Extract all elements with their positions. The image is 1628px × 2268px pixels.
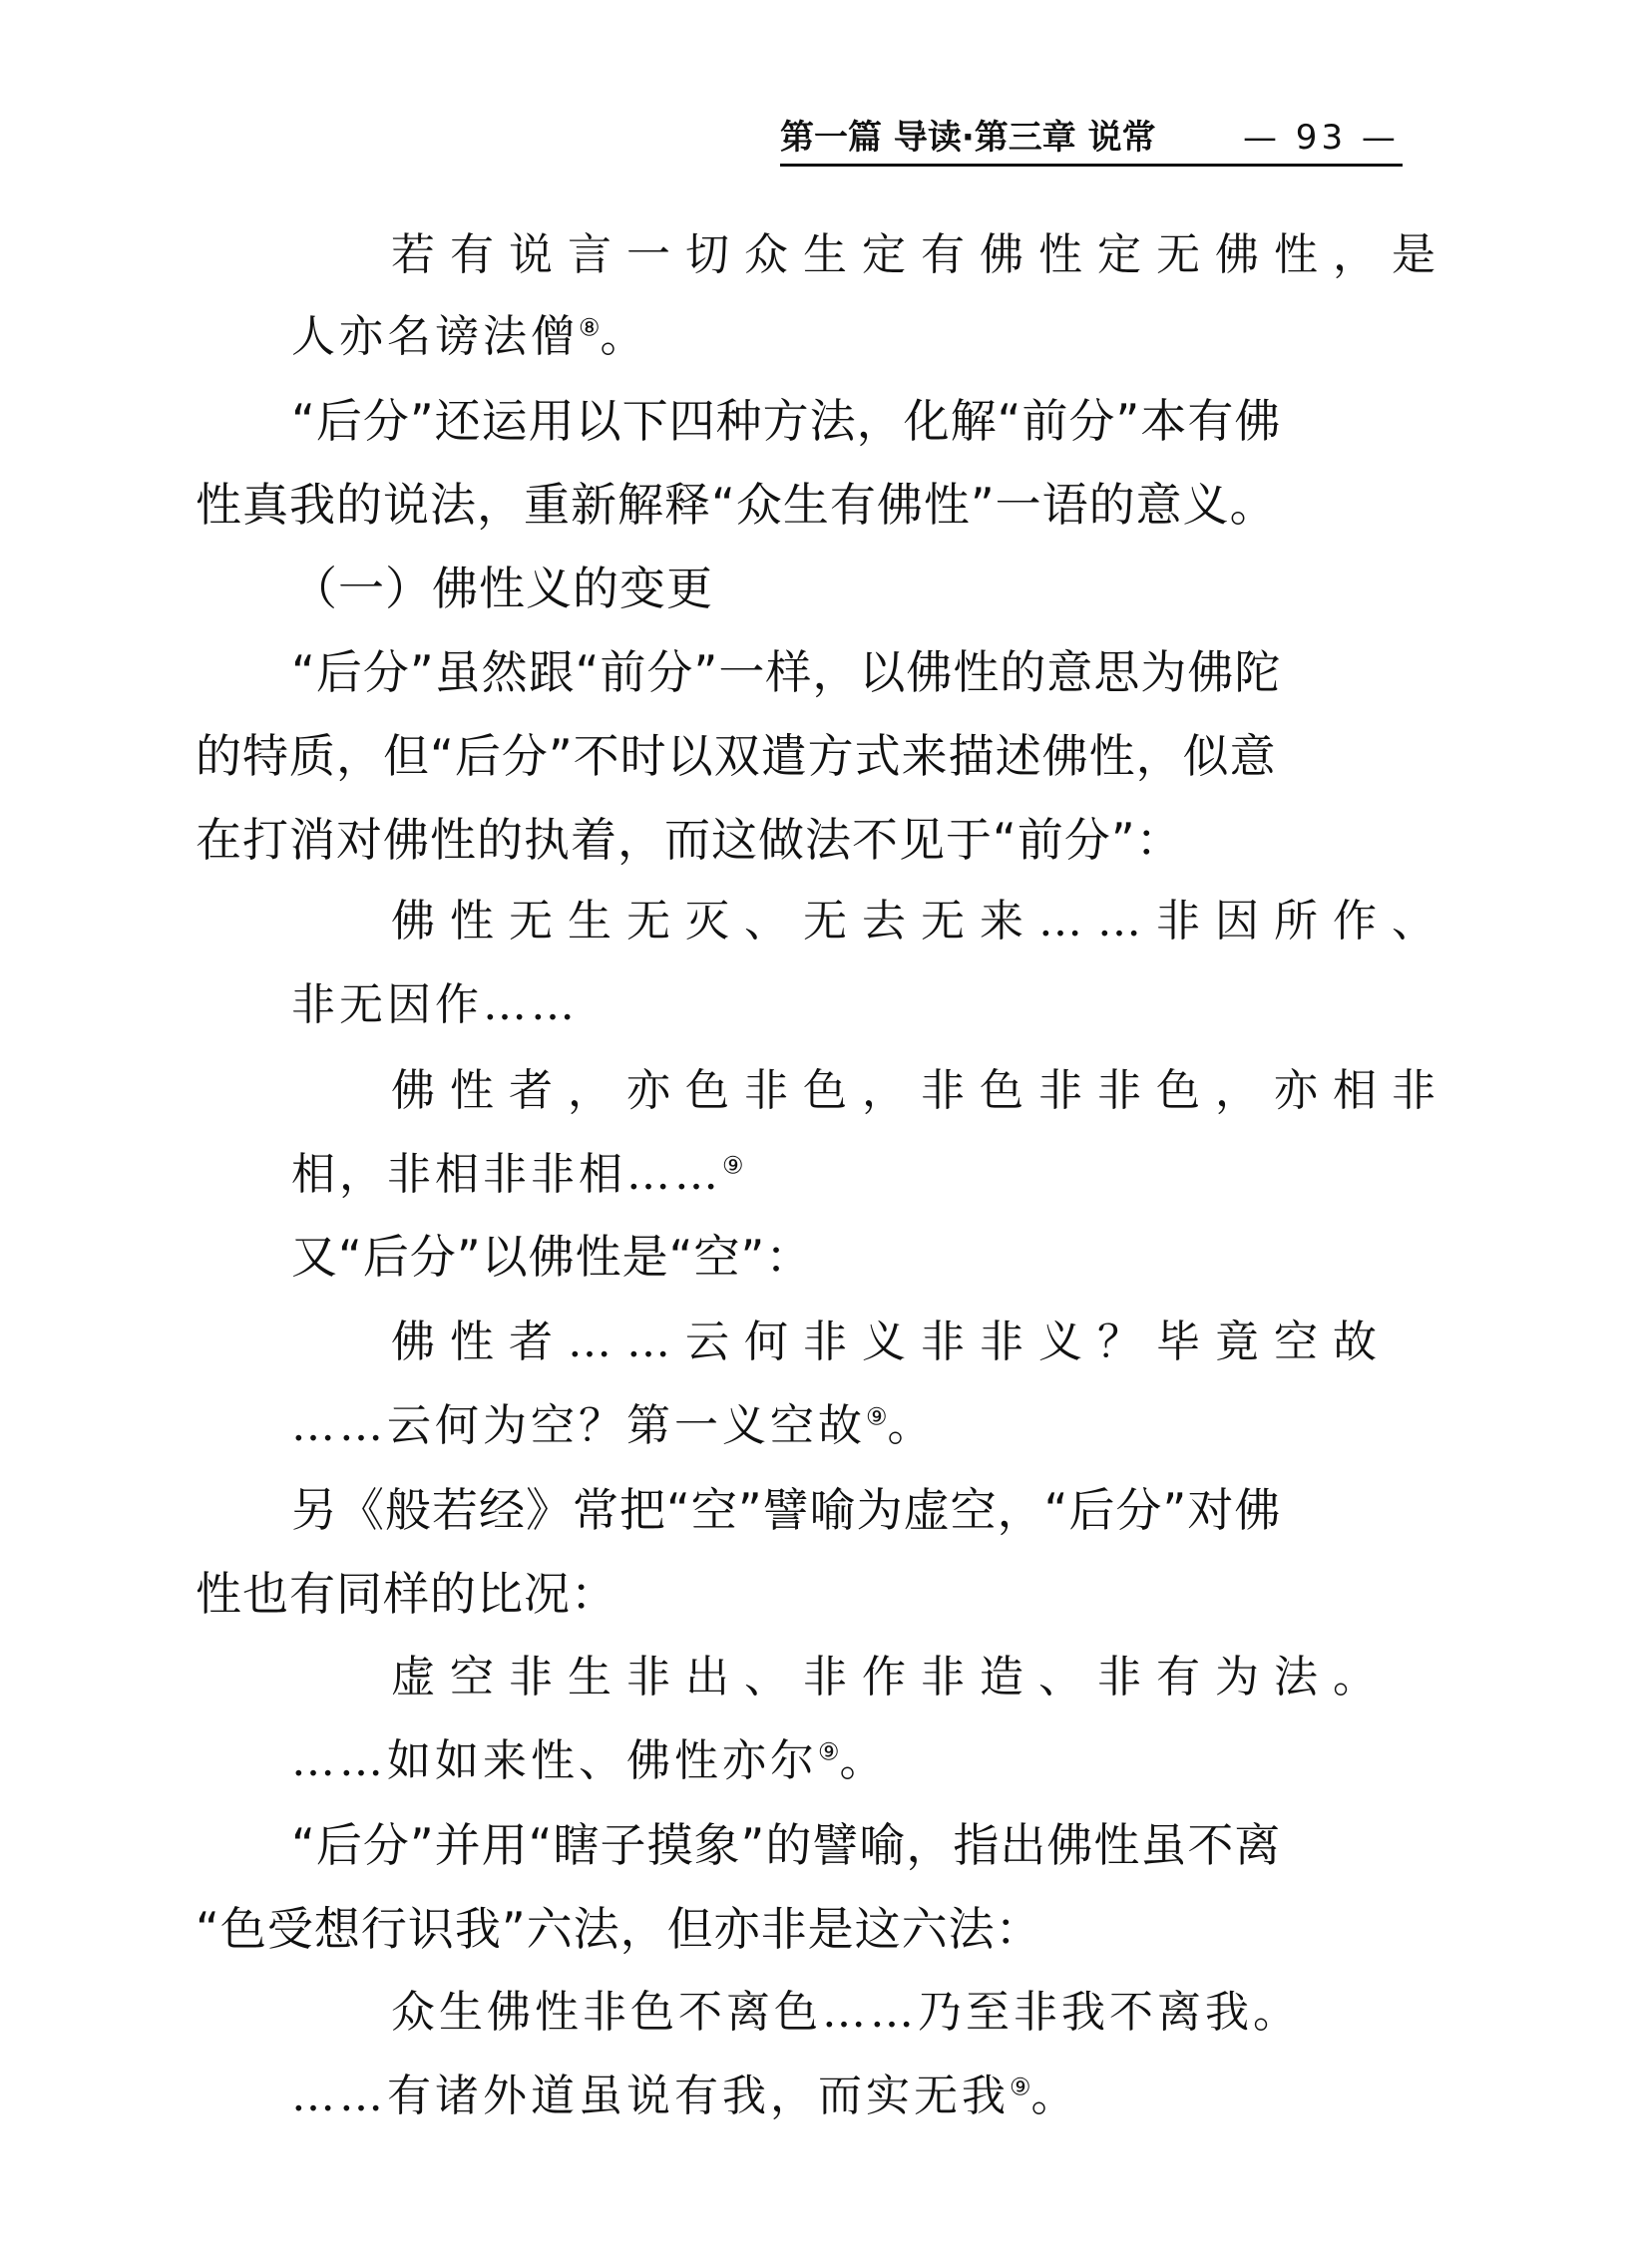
body-line: “后分”虽然跟“前分”一样，以佛性的意思为佛陀	[291, 645, 1282, 699]
header-title: 第一篇 导读·第三章 说常	[780, 118, 1156, 158]
body-line: “后分”还运用以下四种方法，化解“前分”本有佛	[291, 394, 1282, 448]
page-number: — 93 —	[1243, 118, 1400, 158]
quote-line: 人亦名谤法僧⑧。	[291, 311, 648, 362]
quote-line: 非无因作……	[291, 979, 579, 1030]
body-line: “后分”并用“瞎子摸象”的譬喻，指出佛性虽不离	[291, 1818, 1282, 1872]
body-line: “色受想行识我”六法，但亦非是这六法：	[196, 1902, 1042, 1956]
body-line: 性也有同样的比况：	[196, 1567, 617, 1621]
footnote-marker: ⑨	[722, 1151, 744, 1180]
quote-line: 佛性者……云何非义非非义？毕竟空故	[391, 1317, 1392, 1367]
section-heading: （一）佛性义的变更	[291, 562, 713, 615]
body-line: 性真我的说法，重新解释“众生有佛性”一语的意义。	[196, 478, 1277, 532]
footnote-marker: ⑨	[818, 1737, 840, 1766]
quote-line: 若有说言一切众生定有佛性定无佛性，是	[391, 229, 1450, 280]
quote-line: ……如如来性、佛性亦尔⑨。	[291, 1735, 888, 1786]
body-line: 又“后分”以佛性是“空”：	[291, 1230, 813, 1284]
footnote-marker: ⑨	[866, 1402, 888, 1431]
quote-line: 相，非相非非相……⑨	[291, 1149, 744, 1200]
quote-line: 众生佛性非色不离色……乃至非我不离我。	[391, 1987, 1301, 2038]
body-line: 在打消对佛性的执着，而这做法不见于“前分”：	[196, 813, 1183, 867]
footnote-marker: ⑨	[1010, 2073, 1031, 2101]
quote-line: 虚空非生非出、非作非造、非有为法。	[391, 1652, 1392, 1702]
quote-line: 佛性者，亦色非色，非色非非色，亦相非	[391, 1065, 1450, 1116]
running-header	[780, 112, 1403, 167]
footnote-marker: ⑧	[579, 313, 601, 342]
body-line: 另《般若经》常把“空”譬喻为虚空，“后分”对佛	[291, 1483, 1282, 1537]
quote-line: ……云何为空？第一义空故⑨。	[291, 1400, 936, 1451]
quote-line: ……有诸外道虽说有我，而实无我⑨。	[291, 2071, 1079, 2121]
quote-line: 佛性无生无灭、无去无来……非因所作、	[391, 896, 1450, 946]
body-line: 的特质，但“后分”不时以双遣方式来描述佛性，似意	[196, 729, 1277, 783]
